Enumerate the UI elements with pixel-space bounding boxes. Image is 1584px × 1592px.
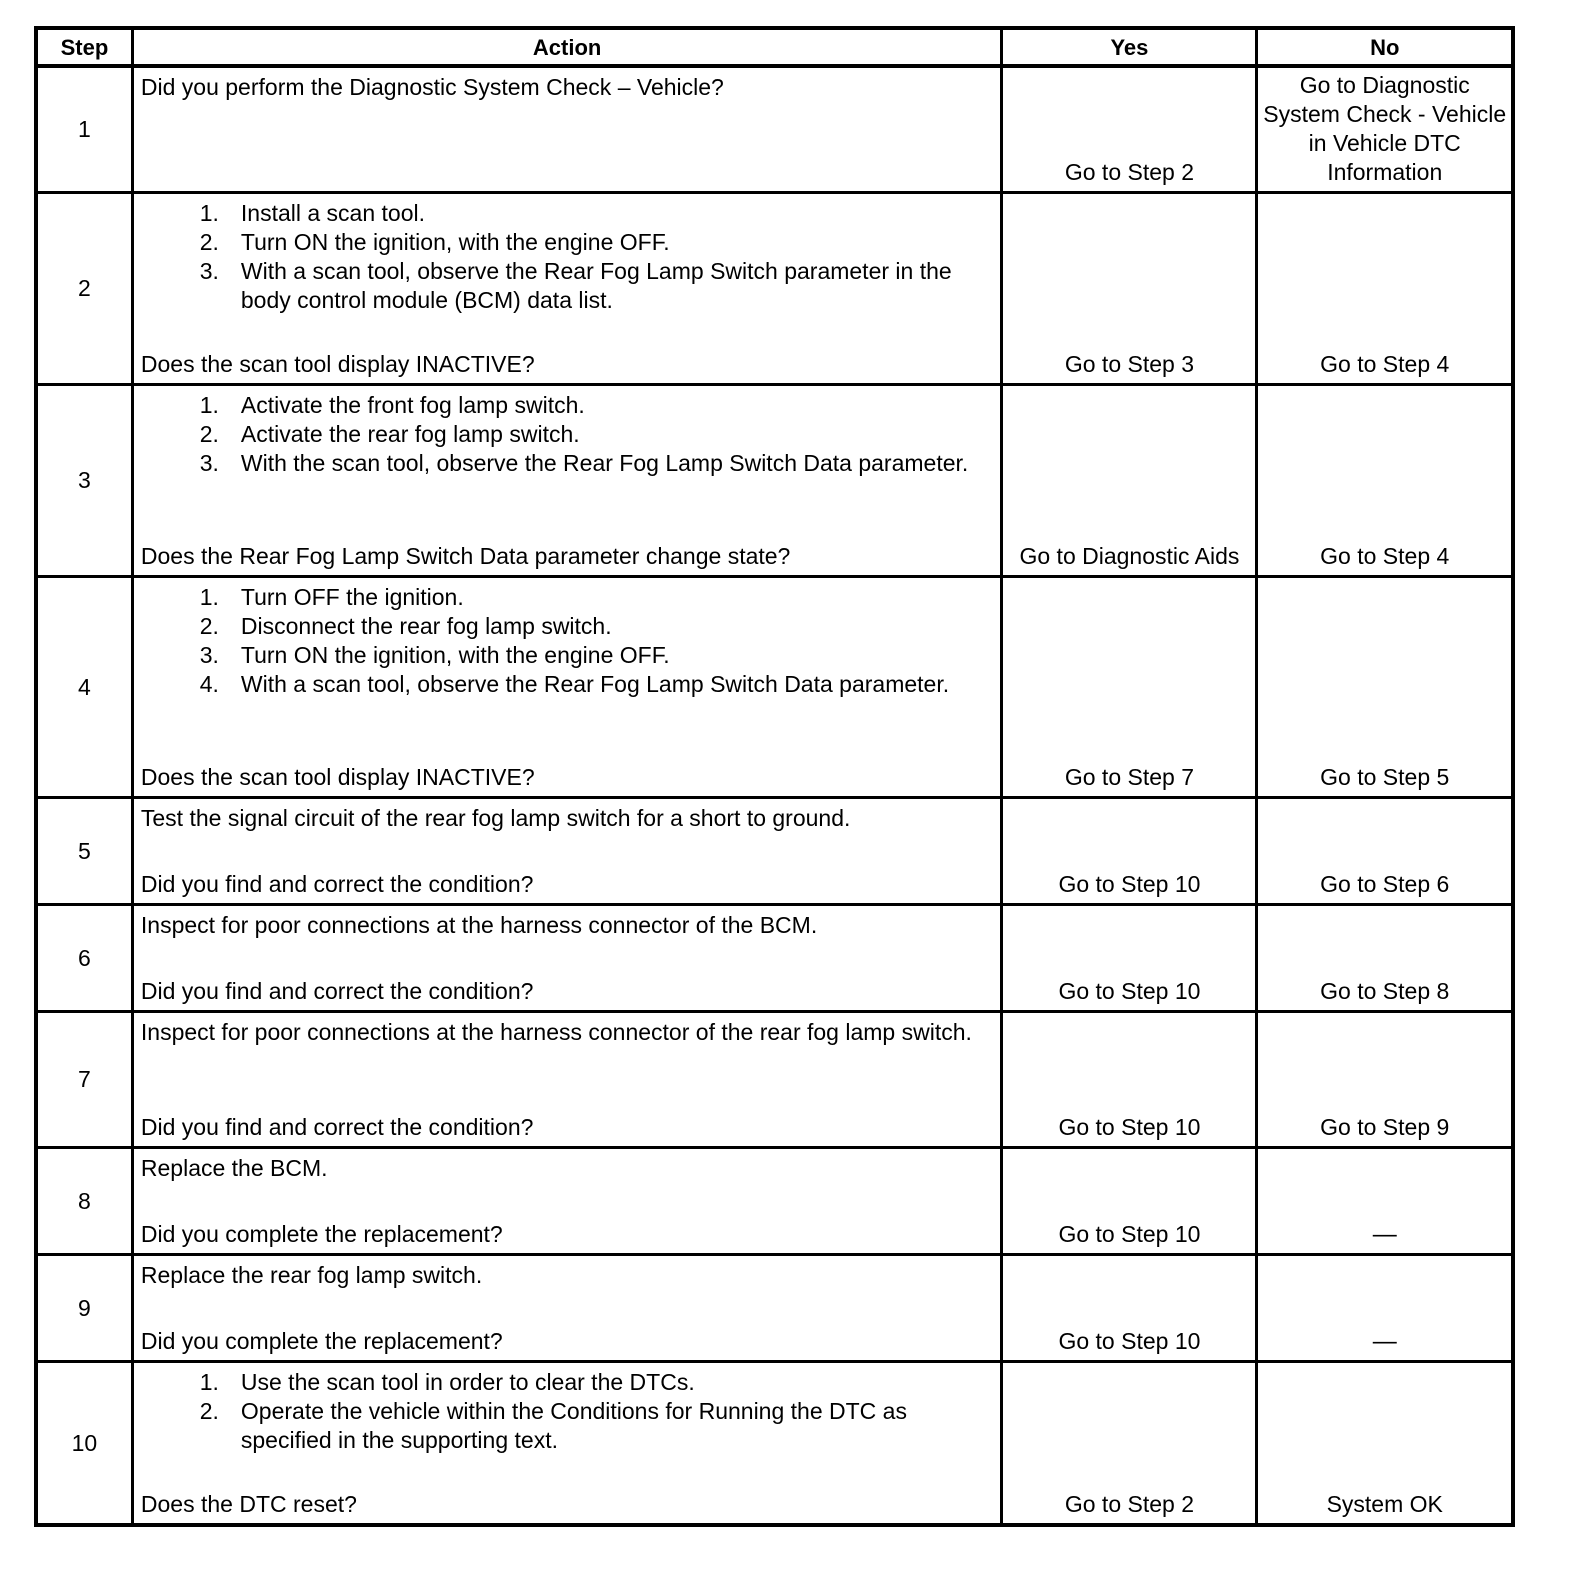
yes-result: Go to Diagnostic Aids xyxy=(1002,385,1257,577)
procedure-item xyxy=(199,641,993,670)
action-instructions xyxy=(141,391,993,478)
header-no: No xyxy=(1257,28,1513,66)
procedure-item-text: With a scan tool, observe the Rear Fog Lamp Switch Data parameter. xyxy=(240,671,950,697)
action-question: Does the scan tool display INACTIVE? xyxy=(140,764,535,790)
procedure-item-number: 1. xyxy=(199,1369,219,1395)
yes-result: Go to Step 10 xyxy=(1002,1255,1257,1362)
no-result xyxy=(1257,798,1513,905)
step-number: 1 xyxy=(36,66,132,193)
procedure-item-text: Activate the front fog lamp switch. xyxy=(240,392,585,418)
no-result-text: — xyxy=(1372,1328,1397,1355)
procedure-item-text: Turn ON the ignition, with the engine OFF. xyxy=(240,642,670,668)
step-number: 5 xyxy=(36,798,132,905)
no-result xyxy=(1257,66,1513,193)
action-content xyxy=(134,1256,1001,1360)
no-result-text: Go to Step 6 xyxy=(1320,871,1450,897)
action-instructions xyxy=(141,911,993,940)
procedure-item-text: Disconnect the rear fog lamp switch. xyxy=(240,613,612,639)
header-step: Step xyxy=(36,28,132,66)
no-result-text: Go to Diagnostic System Check - Vehicle in Vehicle DTC Information xyxy=(1263,72,1507,185)
yes-result: Go to Step 7 xyxy=(1002,577,1257,798)
procedure-item xyxy=(199,391,993,420)
action-instructions xyxy=(141,73,993,102)
action-question: Did you complete the replacement? xyxy=(140,1221,503,1247)
action-cell xyxy=(132,193,1002,385)
action-question: Did you find and correct the condition? xyxy=(140,871,534,897)
procedure-list xyxy=(141,391,993,478)
action-text: Test the signal circuit of the rear fog lamp switch for a short to ground. xyxy=(140,805,851,831)
action-text: Inspect for poor connections at the harness connector of the BCM. xyxy=(140,912,818,938)
procedure-item-text: Use the scan tool in order to clear the DTCs. xyxy=(240,1369,695,1395)
no-result-text: Go to Step 9 xyxy=(1320,1114,1450,1140)
step-number: 8 xyxy=(36,1148,132,1255)
procedure-item-number: 4. xyxy=(199,671,219,697)
yes-result: Go to Step 2 xyxy=(1002,1362,1257,1526)
action-content xyxy=(134,68,1001,191)
table-row xyxy=(36,577,1513,798)
action-instructions xyxy=(141,1261,993,1290)
action-cell xyxy=(132,577,1002,798)
action-question: Does the DTC reset? xyxy=(140,1491,357,1517)
procedure-item xyxy=(199,199,993,228)
table-row xyxy=(36,905,1513,1012)
table-row xyxy=(36,1148,1513,1255)
header-yes: Yes xyxy=(1002,28,1257,66)
yes-result: Go to Step 3 xyxy=(1002,193,1257,385)
action-cell xyxy=(132,1362,1002,1526)
action-question: Did you find and correct the condition? xyxy=(140,978,534,1004)
action-text: Replace the rear fog lamp switch. xyxy=(140,1262,483,1288)
table-row xyxy=(36,66,1513,193)
action-content xyxy=(134,1149,1001,1253)
action-instructions xyxy=(141,199,993,315)
table-row xyxy=(36,1012,1513,1148)
action-content xyxy=(134,906,1001,1010)
action-question: Did you complete the replacement? xyxy=(140,1328,503,1354)
action-text: Inspect for poor connections at the harness connector of the rear fog lamp switch. xyxy=(140,1019,972,1045)
procedure-item-number: 2. xyxy=(199,421,219,447)
action-instructions xyxy=(141,1018,993,1047)
diagnostic-table xyxy=(34,26,1515,1527)
table-row xyxy=(36,193,1513,385)
action-content xyxy=(134,1363,1001,1523)
table-row xyxy=(36,385,1513,577)
procedure-item-number: 3. xyxy=(199,450,219,476)
action-instructions xyxy=(141,804,993,833)
procedure-item xyxy=(199,228,993,257)
action-content xyxy=(134,386,1001,575)
action-content xyxy=(134,799,1001,903)
procedure-list xyxy=(141,1368,993,1455)
action-cell xyxy=(132,1255,1002,1362)
procedure-item-text: Operate the vehicle within the Conditions for Running the DTC as specified in the supporting text. xyxy=(240,1398,907,1453)
no-result xyxy=(1257,1012,1513,1148)
action-question: Did you find and correct the condition? xyxy=(140,1114,534,1140)
action-content xyxy=(134,194,1001,383)
step-number: 9 xyxy=(36,1255,132,1362)
action-question: Does the Rear Fog Lamp Switch Data parameter change state? xyxy=(140,543,791,569)
no-result-text: Go to Step 4 xyxy=(1320,351,1450,377)
procedure-item-text: Turn ON the ignition, with the engine OFF. xyxy=(240,229,670,255)
procedure-list xyxy=(141,583,993,699)
procedure-item xyxy=(199,1397,993,1455)
no-result xyxy=(1257,1148,1513,1255)
step-number: 2 xyxy=(36,193,132,385)
action-cell xyxy=(132,385,1002,577)
no-result xyxy=(1257,905,1513,1012)
procedure-item xyxy=(199,420,993,449)
step-number: 6 xyxy=(36,905,132,1012)
action-instructions xyxy=(141,1154,993,1183)
action-text: Did you perform the Diagnostic System Check – Vehicle? xyxy=(140,74,724,100)
step-number: 7 xyxy=(36,1012,132,1148)
no-result xyxy=(1257,577,1513,798)
yes-result: Go to Step 10 xyxy=(1002,905,1257,1012)
procedure-item xyxy=(199,449,993,478)
no-result xyxy=(1257,1255,1513,1362)
step-number: 10 xyxy=(36,1362,132,1526)
no-result-text: System OK xyxy=(1326,1491,1443,1517)
no-result-text: Go to Step 5 xyxy=(1320,764,1450,790)
no-result-text: Go to Step 4 xyxy=(1320,543,1450,569)
procedure-item-text: With the scan tool, observe the Rear Fog Lamp Switch Data parameter. xyxy=(240,450,969,476)
table-row xyxy=(36,798,1513,905)
yes-result: Go to Step 10 xyxy=(1002,1012,1257,1148)
table-body xyxy=(36,66,1513,1525)
action-content xyxy=(134,578,1001,796)
procedure-item-text: Install a scan tool. xyxy=(240,200,425,226)
header-action: Action xyxy=(132,28,1002,66)
action-cell xyxy=(132,1148,1002,1255)
action-cell xyxy=(132,905,1002,1012)
procedure-item-text: With a scan tool, observe the Rear Fog Lamp Switch parameter in the body control module (BCM) data list. xyxy=(240,258,952,313)
action-cell xyxy=(132,1012,1002,1148)
action-text: Replace the BCM. xyxy=(140,1155,328,1181)
yes-result: Go to Step 10 xyxy=(1002,798,1257,905)
procedure-item xyxy=(199,670,993,699)
procedure-item xyxy=(199,612,993,641)
action-cell xyxy=(132,66,1002,193)
step-number: 3 xyxy=(36,385,132,577)
procedure-item-number: 2. xyxy=(199,613,219,639)
action-question: Does the scan tool display INACTIVE? xyxy=(140,351,535,377)
procedure-item-number: 3. xyxy=(199,258,219,284)
action-instructions xyxy=(141,1368,993,1455)
no-result-text: — xyxy=(1372,1221,1397,1248)
table-row xyxy=(36,1362,1513,1526)
procedure-list xyxy=(141,199,993,315)
table-row xyxy=(36,1255,1513,1362)
procedure-item-text: Turn OFF the ignition. xyxy=(240,584,464,610)
procedure-item-number: 2. xyxy=(199,229,219,255)
no-result xyxy=(1257,193,1513,385)
no-result xyxy=(1257,1362,1513,1526)
procedure-item-number: 2. xyxy=(199,1398,219,1424)
procedure-item-number: 1. xyxy=(199,392,219,418)
header-row xyxy=(36,28,1513,66)
procedure-item-number: 1. xyxy=(199,584,219,610)
yes-result: Go to Step 2 xyxy=(1002,66,1257,193)
no-result-text: Go to Step 8 xyxy=(1320,978,1450,1004)
procedure-item-number: 3. xyxy=(199,642,219,668)
action-cell xyxy=(132,798,1002,905)
action-content xyxy=(134,1013,1001,1146)
procedure-item xyxy=(199,257,993,315)
no-result xyxy=(1257,385,1513,577)
procedure-item xyxy=(199,1368,993,1397)
yes-result: Go to Step 10 xyxy=(1002,1148,1257,1255)
procedure-item-number: 1. xyxy=(199,200,219,226)
step-number: 4 xyxy=(36,577,132,798)
action-instructions xyxy=(141,583,993,699)
procedure-item xyxy=(199,583,993,612)
procedure-item-text: Activate the rear fog lamp switch. xyxy=(240,421,580,447)
